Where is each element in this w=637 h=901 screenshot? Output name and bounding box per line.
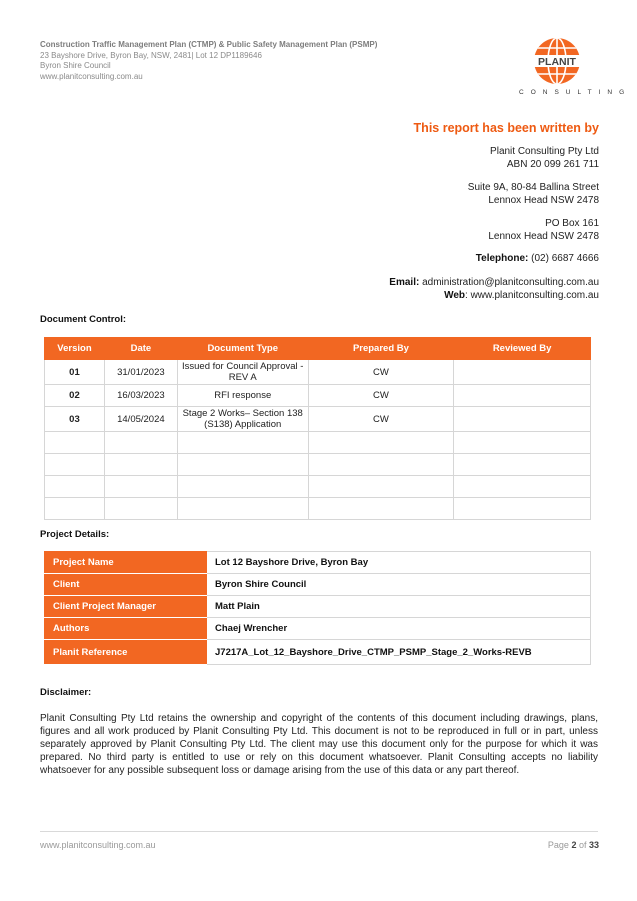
email-link[interactable]: administration@planitconsulting.com.au: [419, 277, 599, 288]
authors-label: Authors: [45, 618, 207, 640]
empty-cell: [104, 476, 177, 498]
email-line: [389, 277, 599, 290]
empty-cell: [104, 498, 177, 520]
empty-table-row: [45, 476, 591, 498]
project-name-label: Project Name: [45, 552, 207, 574]
company-block: [490, 146, 599, 171]
client-pm-label: Client Project Manager: [45, 596, 207, 618]
empty-cell: [45, 498, 105, 520]
document-control-heading: Document Control:: [40, 314, 127, 325]
table-row: [45, 552, 591, 574]
reviewed-by-cell: [454, 407, 591, 432]
version-cell: 02: [45, 385, 105, 407]
column-header: Prepared By: [308, 338, 454, 360]
prepared-by-cell: CW: [308, 360, 454, 385]
column-header: Reviewed By: [454, 338, 591, 360]
client-pm-value: Matt Plain: [207, 596, 591, 618]
company-abn: ABN 20 099 261 711: [506, 158, 599, 170]
empty-cell: [177, 454, 308, 476]
reviewed-by-cell: [454, 360, 591, 385]
footer-url[interactable]: www.planitconsulting.com.au: [40, 840, 156, 850]
web-label: Web: [444, 289, 466, 301]
page-number: [548, 840, 599, 850]
empty-cell: [454, 476, 591, 498]
council-name: Byron Shire Council: [40, 61, 111, 71]
page-header: [40, 40, 377, 82]
planit-reference-label: Planit Reference: [45, 640, 207, 665]
table-row: [45, 360, 591, 385]
empty-cell: [308, 476, 454, 498]
contact-block: [389, 277, 599, 302]
header-url: www.planitconsulting.com.au: [40, 71, 143, 81]
empty-table-row: [45, 498, 591, 520]
telephone-label: Telephone:: [475, 253, 529, 264]
site-address: 23 Bayshore Drive, Byron Bay, NSW, 2481| Lot 12 DP1189646: [40, 50, 262, 60]
empty-cell: [45, 432, 105, 454]
document-type-cell: RFI response: [177, 385, 308, 407]
empty-cell: [308, 432, 454, 454]
prepared-by-cell: CW: [308, 407, 454, 432]
street-address: Suite 9A, 80-84 Ballina Street: [467, 182, 599, 193]
version-cell: 03: [45, 407, 105, 432]
empty-cell: [177, 498, 308, 520]
table-row: [45, 385, 591, 407]
document-control-table: [44, 337, 591, 520]
disclaimer-heading: Disclaimer:: [40, 687, 92, 698]
svg-text:PLANIT: PLANIT: [538, 56, 576, 68]
empty-cell: [454, 454, 591, 476]
document-type-cell: Stage 2 Works– Section 138 (S138) Application: [177, 407, 308, 432]
empty-cell: [308, 498, 454, 520]
empty-cell: [104, 454, 177, 476]
project-details-heading: Project Details:: [40, 529, 110, 540]
written-by-heading: This report has been written by: [413, 121, 599, 135]
column-header: Version: [45, 338, 105, 360]
table-row: [45, 574, 591, 596]
disclaimer-text: Planit Consulting Pty Ltd retains the ownership and copyright of the contents of this document including drawings, plans, figures and all work produced by Planit Consulting Pty Ltd. This document is not to be reproduced in full or in part, unless separately approved by Planit Consulting Pty Ltd. The client may use this document only for the purpose for which it was prepared. No third party is entitled to use or rely on this document whatsoever. Planit Consulting accepts no liability whatsoever for any possible subsequent loss or damage arising from the use of this data or any part thereof.: [40, 713, 598, 776]
current-page: 2: [571, 840, 577, 850]
page-prefix: Page: [547, 840, 572, 850]
date-cell: 31/01/2023: [104, 360, 177, 385]
postal-address-block: [488, 218, 599, 243]
web-line: [389, 290, 599, 303]
date-cell: 16/03/2023: [104, 385, 177, 407]
table-row: [45, 407, 591, 432]
total-pages: 33: [588, 840, 599, 850]
empty-table-row: [45, 432, 591, 454]
document-type-cell: Issued for Council Approval - REV A: [177, 360, 308, 385]
empty-cell: [45, 476, 105, 498]
web-link[interactable]: : www.planitconsulting.com.au: [465, 289, 599, 301]
client-value: Byron Shire Council: [207, 574, 591, 596]
report-title: Construction Traffic Management Plan (CTMP) & Public Safety Management Plan (PSMP): [40, 40, 378, 49]
email-label: Email:: [389, 277, 420, 288]
table-header-row: [45, 338, 591, 360]
empty-cell: [104, 432, 177, 454]
planit-logo: [512, 36, 632, 96]
planit-reference-value: J7217A_Lot_12_Bayshore_Drive_CTMP_PSMP_Stage_2_Works-REVB: [207, 640, 591, 665]
page-of: of: [576, 840, 589, 850]
empty-cell: [177, 432, 308, 454]
logo-tagline: CONSULTING: [519, 89, 632, 96]
table-row: [45, 596, 591, 618]
table-row: [45, 618, 591, 640]
prepared-by-cell: CW: [308, 385, 454, 407]
date-cell: 14/05/2024: [104, 407, 177, 432]
empty-table-row: [45, 454, 591, 476]
street-city: Lennox Head NSW 2478: [488, 194, 599, 206]
table-row: [45, 640, 591, 665]
project-details-table: [44, 551, 591, 665]
empty-cell: [454, 498, 591, 520]
street-address-block: [468, 182, 599, 207]
po-city: Lennox Head NSW 2478: [488, 230, 599, 242]
empty-cell: [45, 454, 105, 476]
empty-cell: [177, 476, 308, 498]
project-name-value: Lot 12 Bayshore Drive, Byron Bay: [207, 552, 591, 574]
empty-cell: [308, 454, 454, 476]
authors-value: Chaej Wrencher: [207, 618, 591, 640]
client-label: Client: [45, 574, 207, 596]
footer-divider: [40, 831, 598, 832]
po-box: PO Box 161: [545, 218, 599, 229]
globe-logo-icon: [532, 36, 582, 86]
column-header: Document Type: [177, 338, 308, 360]
reviewed-by-cell: [454, 385, 591, 407]
empty-cell: [454, 432, 591, 454]
version-cell: 01: [45, 360, 105, 385]
company-name: Planit Consulting Pty Ltd: [490, 146, 599, 157]
telephone-value: (02) 6687 4666: [528, 253, 599, 264]
telephone-line: [476, 253, 599, 266]
column-header: Date: [104, 338, 177, 360]
